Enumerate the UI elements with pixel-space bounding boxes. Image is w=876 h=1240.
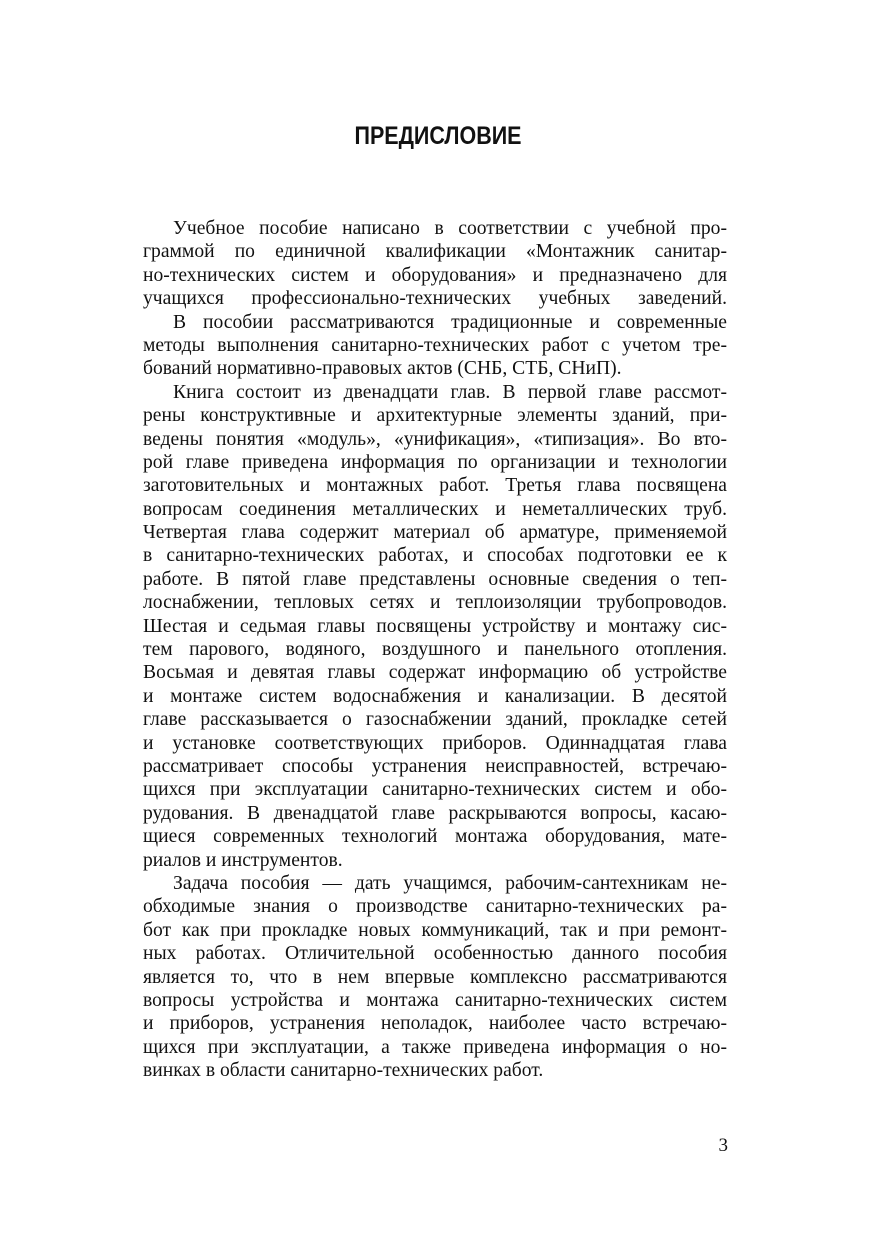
paragraph [143, 872, 727, 1083]
text-line: в санитарно-технических работах, и способах подготовки ее к [143, 545, 727, 567]
text-line: рассматривает способы устранения неисправностей, встречаю- [143, 755, 727, 777]
text-line: бований нормативно-правовых актов (СНБ, СТБ, СНиП). [143, 358, 622, 380]
text-line: щиеся современных технологий монтажа оборудования, мате- [143, 826, 727, 848]
text-line: винках в области санитарно-технических работ. [143, 1060, 544, 1082]
text-line: бот как при прокладке новых коммуникаций, так и при ремонт- [143, 919, 727, 941]
text-line: лоснабжении, тепловых сетях и теплоизоляции трубопроводов. [143, 592, 727, 614]
text-line: щихся при эксплуатации санитарно-технических систем и обо- [143, 779, 727, 801]
text-line: тем парового, водяного, воздушного и панельного отопления. [143, 639, 727, 661]
text-line: щихся при эксплуатации, а также приведена информация о но- [143, 1036, 727, 1058]
text-line: граммой по единичной квалификации «Монтажник санитар- [143, 241, 727, 263]
text-line: риалов и инструментов. [143, 849, 343, 871]
text-line: и приборов, устранения неполадок, наиболее часто встречаю- [143, 1013, 727, 1035]
text-line: заготовительных и монтажных работ. Третья глава посвящена [143, 475, 727, 497]
paragraph [143, 381, 727, 872]
text-line: обходимые знания о производстве санитарно-технических ра- [143, 896, 727, 918]
text-line: и установке соответствующих приборов. Одиннадцатая глава [143, 732, 727, 754]
paragraph [143, 217, 727, 311]
page-number: 3 [718, 1135, 728, 1156]
text-line: вопросам соединения металлических и неметаллических труб. [143, 498, 727, 520]
text-line: Учебное пособие написано в соответствии с учебной про- [173, 218, 727, 239]
page-title: ПРЕДИСЛОВИЕ [354, 122, 522, 150]
body-text [143, 217, 727, 1082]
text-line: рой главе приведена информация по организации и технологии [143, 451, 727, 473]
text-line: Восьмая и девятая главы содержат информацию об устройстве [143, 662, 727, 684]
text-line: Четвертая глава содержит материал об арматуре, применяемой [143, 522, 727, 544]
text-line: учащихся профессионально-технических учебных заведений. [143, 288, 727, 310]
text-line: Шестая и седьмая главы посвящены устройству и монтажу сис- [143, 615, 727, 637]
text-line: ведены понятия «модуль», «унификация», «типизация». Во вто- [143, 428, 727, 450]
text-line: но-технических систем и оборудования» и предназначено для [143, 264, 727, 286]
text-line: Книга состоит из двенадцати глав. В первой главе рассмот- [173, 381, 727, 403]
text-line: В пособии рассматриваются традиционные и современные [173, 311, 727, 333]
text-line: работе. В пятой главе представлены основные сведения о теп- [143, 568, 727, 590]
text-line: ных работах. Отличительной особенностью данного пособия [143, 943, 727, 965]
text-line: методы выполнения санитарно-технических работ с учетом тре- [143, 334, 727, 356]
text-line: вопросы устройства и монтажа санитарно-технических систем [143, 989, 727, 1011]
text-line: является то, что в нем впервые комплексно рассматриваются [143, 966, 727, 988]
text-line: главе рассказывается о газоснабжении зданий, прокладке сетей [143, 709, 727, 731]
text-line: и монтаже систем водоснабжения и канализации. В десятой [143, 685, 727, 707]
text-line: Задача пособия — дать учащимся, рабочим-сантехникам не- [173, 872, 727, 894]
text-line: рудования. В двенадцатой главе раскрываются вопросы, касаю- [143, 802, 727, 824]
text-line: рены конструктивные и архитектурные элементы зданий, при- [143, 405, 727, 427]
paragraph [143, 311, 727, 381]
